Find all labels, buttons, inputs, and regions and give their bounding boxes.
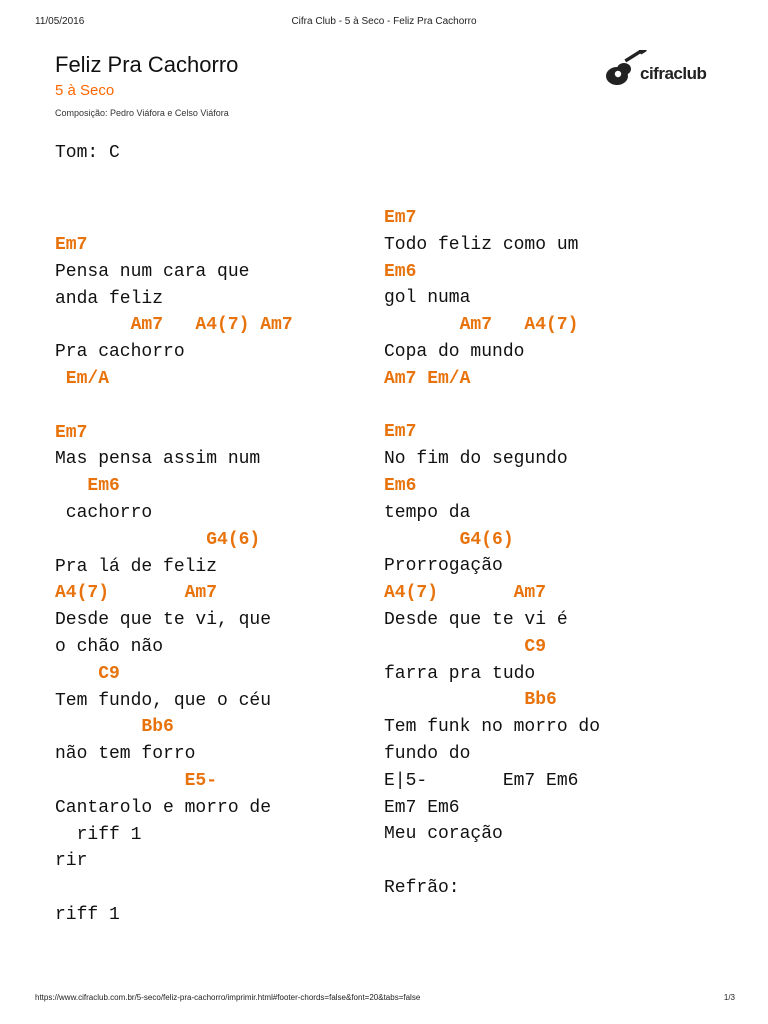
song-title: Feliz Pra Cachorro <box>55 52 239 77</box>
blank-line <box>55 875 293 902</box>
lyric-line: No fim do segundo <box>384 449 568 470</box>
print-header <box>0 16 768 32</box>
chord-sheet-right-column <box>384 205 600 902</box>
cifraclub-logo <box>604 50 716 90</box>
chord-line: C9 <box>55 663 120 684</box>
lyric-line: Refrão: <box>384 877 460 898</box>
chord-line: Em7 <box>55 422 88 443</box>
chord-line: Am7 A4(7) <box>384 315 579 336</box>
lyric-line: Desde que te vi, que <box>55 610 272 631</box>
lyric-line: farra pra tudo <box>384 663 536 684</box>
chord-line: Bb6 <box>384 690 557 711</box>
lyric-line: Em7 Em6 <box>384 797 460 818</box>
lyric-line: Desde que te vi é <box>384 609 568 630</box>
chord-line: Am7 Em/A <box>384 368 471 389</box>
lyric-line: tempo da <box>384 502 471 523</box>
chord-line: G4(6) <box>384 529 514 550</box>
chord-line: A4(7) Am7 <box>384 583 547 604</box>
lyric-line: fundo do <box>384 743 471 764</box>
chord-line: Em7 <box>384 208 417 228</box>
song-key: Tom: C <box>55 143 120 163</box>
lyric-line: gol numa <box>384 288 471 309</box>
lyric-line: o chão não <box>55 636 164 657</box>
lyric-line: riff 1 <box>55 824 142 845</box>
print-date: 11/05/2016 <box>35 16 85 27</box>
lyric-line: Copa do mundo <box>384 341 525 362</box>
lyric-line: Mas pensa assim num <box>55 449 261 470</box>
lyric-line: cachorro <box>55 502 153 523</box>
chord-sheet-left-column <box>55 232 293 929</box>
chord-line: G4(6) <box>55 529 261 550</box>
chord-line: Em/A <box>55 368 110 389</box>
chord-line: A4(7) Am7 <box>55 583 218 604</box>
lyric-line: Pra lá de feliz <box>55 556 218 577</box>
composer-credit: Composição: Pedro Viáfora e Celso Viáfora <box>55 108 229 118</box>
lyric-line: Tem fundo, que o céu <box>55 690 272 711</box>
chord-line: C9 <box>384 636 547 657</box>
chord-line: Bb6 <box>55 717 174 738</box>
chord-line: Am7 A4(7) Am7 <box>55 315 293 336</box>
chord-line: Em7 <box>384 422 417 443</box>
chord-line: Em6 <box>384 261 417 282</box>
lyric-line: Todo feliz como um <box>384 234 579 255</box>
lyric-line: rir <box>55 851 88 872</box>
blank-line <box>55 393 293 420</box>
chord-line: Em6 <box>55 476 120 497</box>
lyric-line: Pra cachorro <box>55 342 185 363</box>
artist-name: 5 à Seco <box>55 82 115 99</box>
page-number: 1/3 <box>723 993 735 1002</box>
blank-line <box>384 848 600 875</box>
lyric-line: não tem forro <box>55 744 196 765</box>
lyric-line: Pensa num cara que <box>55 261 250 282</box>
lyric-line: Meu coração <box>384 824 503 845</box>
lyric-line: riff 1 <box>55 904 120 925</box>
chord-line: Em6 <box>384 475 417 496</box>
lyric-line: Tem funk no morro do <box>384 717 601 738</box>
chord-line: Em7 <box>55 235 88 255</box>
blank-line <box>384 393 600 420</box>
print-title: Cifra Club - 5 à Seco - Feliz Pra Cachorro <box>291 16 477 27</box>
lyric-line: E|5- Em7 Em6 <box>384 770 579 791</box>
chord-line: E5- <box>55 770 218 791</box>
logo-text: cifraclub <box>640 64 707 83</box>
lyric-line: Prorrogação <box>384 556 503 577</box>
page-url: https://www.cifraclub.com.br/5-seco/feliz-pra-cachorro/imprimir.html#footer-chords=false&font=20&tabs=false <box>35 993 421 1002</box>
lyric-line: Cantarolo e morro de <box>55 797 272 818</box>
lyric-line: anda feliz <box>55 288 164 309</box>
